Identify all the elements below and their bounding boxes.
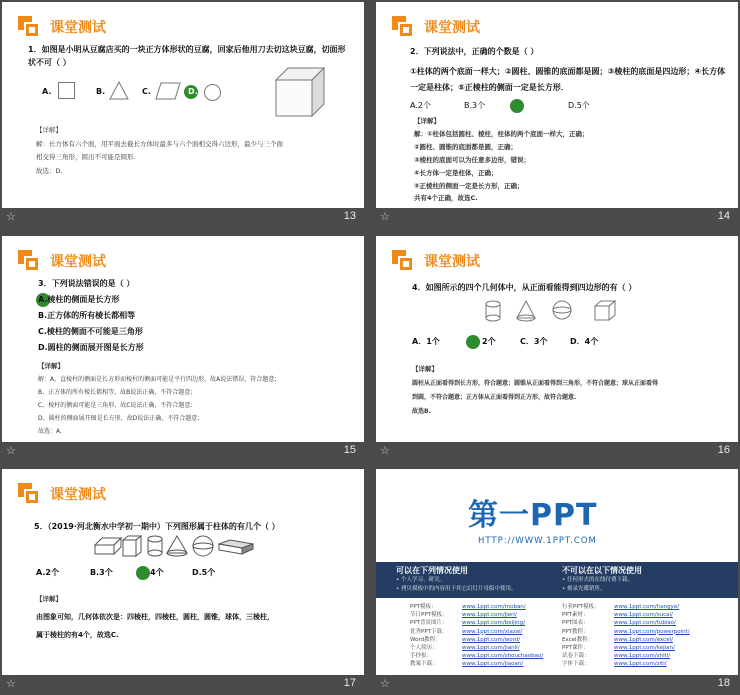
link-row <box>562 603 679 611</box>
statements-text: ①柱体的两个底面一样大；②圆柱、圆锥的底面都是圆；③棱柱的底面是四边形；④长方体 <box>410 67 726 76</box>
link-url[interactable]: www.1ppt.com/ziti/ <box>614 661 667 668</box>
allowed-item: • 拷贝模板中的内容用于其它幻灯片母版中使用。 <box>396 586 517 592</box>
triangular-prism-icon <box>218 539 254 555</box>
option-b: B.3个 <box>90 568 113 577</box>
link-row <box>410 644 520 652</box>
link-url[interactable]: www.1ppt.com/excel/ <box>614 636 673 643</box>
link-row <box>410 603 526 611</box>
detail-line: B、正方体的所有棱长都相等，故B说法正确，不符合题意； <box>38 389 197 396</box>
detail-label: 【详解】 <box>38 362 64 370</box>
slide-footer <box>2 208 364 228</box>
slide-number: 15 <box>343 444 356 456</box>
parallelogram-icon <box>155 82 181 100</box>
sphere-icon <box>192 535 214 557</box>
detail-line: 相交得三角形，圆出不可能是圆形. <box>36 153 136 161</box>
slide-number: 14 <box>717 210 730 222</box>
star-icon[interactable]: ☆ <box>6 444 16 457</box>
detail-line: 故选B. <box>412 408 431 415</box>
logo-url: HTTP://WWW.1PPT.COM <box>478 536 597 546</box>
option-b: B.正方体的所有棱长都相等 <box>38 311 136 320</box>
slide-number: 16 <box>717 444 730 456</box>
link-label: 教案下载： <box>410 661 438 668</box>
slide-title: 课堂测试 <box>50 20 106 36</box>
link-label: 试卷下载： <box>562 653 590 660</box>
detail-line: ④长方体一定是柱体，正确； <box>414 169 498 177</box>
detail-label: 【详解】 <box>412 365 438 373</box>
answer-marker-icon <box>466 335 480 349</box>
link-row <box>562 644 675 652</box>
option-b: B. <box>96 87 106 96</box>
detail-line: ③棱柱的底面可以为任意多边形，错误； <box>414 156 531 164</box>
sphere-icon <box>552 300 572 320</box>
header-logo-icon <box>18 16 42 40</box>
option-d: D. <box>188 87 198 96</box>
header-logo-icon <box>392 250 416 274</box>
link-label: 行业PPT模板： <box>562 604 600 610</box>
detail-line: C、棱柱的侧面可能是三角形，故C说法正确，不符合题意； <box>38 402 197 409</box>
option-b: 2个 <box>482 337 496 346</box>
answer-marker-icon <box>510 99 524 113</box>
link-row <box>410 611 517 619</box>
question-text: 1．如图是小明从豆腐店买的一块正方体形状的豆腐，回家后他用刀去切这块豆腐，切面形 <box>28 45 346 54</box>
detail-line: 由图象可知，几何体依次是：四棱柱，四棱柱，圆柱，圆锥，球体，三棱柱， <box>36 613 274 621</box>
link-label: PPT背景图片： <box>410 620 448 627</box>
disallowed-title: 不可以在以下情况使用 <box>562 566 642 575</box>
prism-icon <box>94 537 122 555</box>
slide-number: 18 <box>717 677 730 689</box>
option-a: A.棱柱的侧面是长方形 <box>38 295 120 304</box>
link-row <box>410 636 520 644</box>
detail-line: 解：长方体有六个面，用平面去截长方体时最多与六个面相交得六边形，最少与三个面 <box>36 140 283 148</box>
option-d: D．4个 <box>570 337 599 346</box>
slide-footer <box>376 442 738 462</box>
detail-line: 属于棱柱的有4个，故选C. <box>36 631 119 639</box>
star-icon[interactable]: ☆ <box>6 677 16 690</box>
option-d: D.圆柱的侧面展开图是长方形 <box>38 343 144 352</box>
detail-label: 【详解】 <box>36 126 62 134</box>
link-row <box>562 660 667 668</box>
cylinder-icon <box>146 535 164 557</box>
slide-number: 13 <box>343 210 356 222</box>
question-text: 3．下列说法错误的是（ ） <box>38 279 135 288</box>
slide-14[interactable] <box>376 2 738 228</box>
link-label: PPT模板： <box>410 604 437 610</box>
link-label: Excel教程： <box>562 636 594 643</box>
detail-line: 解：A、直棱柱的侧面是长方形而棱柱的侧面可能是平行四边形，故A说法错误，符合题意； <box>38 376 281 383</box>
link-label: PPT课件： <box>562 645 589 651</box>
detail-line: 解：①柱体包括圆柱、棱柱，柱体的两个底面一样大，正确； <box>414 130 589 138</box>
disallowed-item: • 刻录光碟销售。 <box>562 586 606 592</box>
square-icon <box>58 82 75 99</box>
option-a: A.2个 <box>410 101 431 110</box>
link-label: 节日PPT模板： <box>410 612 448 619</box>
slide-13[interactable] <box>2 2 364 228</box>
star-icon[interactable]: ☆ <box>380 677 390 690</box>
statements-text-cont: 一定是柱体；⑤正棱柱的侧面一定是长方形． <box>410 83 569 92</box>
link-url[interactable]: www.1ppt.com/moban/ <box>462 604 526 610</box>
detail-line: ⑤正棱柱的侧面一定是长方形，正确； <box>414 182 524 190</box>
link-row <box>410 619 525 627</box>
link-label: PPT素材： <box>562 612 589 619</box>
option-c: C. <box>142 87 151 96</box>
link-url[interactable]: www.1ppt.com/tubiao/ <box>614 620 676 627</box>
link-row <box>410 628 523 636</box>
slide-title: 课堂测试 <box>50 254 106 270</box>
cone-icon <box>516 300 536 322</box>
option-a: A.2个 <box>36 568 59 577</box>
question-text: 5．（2019·河北衡水中学初一期中）下列图形属于柱体的有几个（ ） <box>34 522 280 531</box>
slide-16[interactable] <box>376 236 738 462</box>
link-label: 手抄报： <box>410 653 433 660</box>
link-row <box>410 660 523 668</box>
star-icon[interactable]: ☆ <box>6 210 16 223</box>
link-label: 优秀PPT下载： <box>410 628 448 635</box>
link-url[interactable]: www.1ppt.com/word/ <box>462 636 521 643</box>
detail-line: 故选：D. <box>36 167 63 175</box>
detail-line: 共有4个正确，故选C. <box>414 194 478 202</box>
triangle-icon <box>109 81 129 100</box>
allowed-item: • 个人学习、研究。 <box>396 577 446 583</box>
link-label: 字体下载： <box>562 661 590 668</box>
detail-line: D、圆柱的侧面展开图是长方形，故D说法正确，不符合题意； <box>38 415 204 422</box>
detail-line: 圆柱从正面看得到长方形，符合题意；圆锥从正面看得到三角形，不符合题意；球从正面看得 <box>412 380 659 387</box>
header-logo-icon <box>18 250 42 274</box>
link-label: 个人简历： <box>410 645 438 651</box>
slide-number: 17 <box>343 677 356 689</box>
question-text: 4．如图所示的四个几何体中，从正面看能得到四边形的有（ ） <box>412 283 637 292</box>
link-row <box>562 619 676 627</box>
answer-marker-icon <box>136 566 150 580</box>
detail-line: 故选：A. <box>38 428 62 435</box>
header-logo-icon <box>18 483 42 507</box>
link-label: Word教程： <box>410 636 441 643</box>
slide-footer <box>376 208 738 228</box>
allowed-title: 可以在下列情况使用 <box>396 566 468 575</box>
slide-title: 课堂测试 <box>50 487 106 503</box>
cuboid-icon <box>122 535 142 557</box>
slide-footer <box>2 442 364 462</box>
detail-line: 到圆，不符合题意；正方体从正面看得到正方形，故符合题意. <box>412 394 577 401</box>
link-url[interactable]: www.1ppt.com/jianli/ <box>462 645 520 651</box>
option-d: D.5个 <box>192 568 216 577</box>
link-url[interactable]: www.1ppt.com/shiti/ <box>614 653 671 660</box>
slide-18[interactable] <box>376 469 738 695</box>
slide-footer <box>376 675 738 695</box>
option-c: C.棱柱的侧面不可能是三角形 <box>38 327 143 336</box>
link-row <box>410 652 543 660</box>
cone-icon <box>166 535 188 557</box>
option-a: A. <box>42 87 52 96</box>
question-text-cont: 状不可（ ） <box>28 58 71 67</box>
link-label: PPT图表： <box>562 620 589 627</box>
slide-17[interactable] <box>2 469 364 695</box>
slide-title: 课堂测试 <box>424 20 480 36</box>
link-url[interactable]: www.1ppt.com/sucai/ <box>614 612 673 619</box>
disallowed-item: • 任何形式的在线付费下载。 <box>562 577 634 583</box>
link-url[interactable]: www.1ppt.com/xiazai/ <box>462 628 523 635</box>
link-url[interactable]: www.1ppt.com/shouchaobao/ <box>462 653 544 660</box>
link-url[interactable]: www.1ppt.com/jiaoan/ <box>462 661 524 668</box>
link-url[interactable]: www.1ppt.com/hangye/ <box>614 604 680 610</box>
slide-title: 课堂测试 <box>424 254 480 270</box>
cube-icon <box>594 300 616 322</box>
link-row <box>562 628 690 636</box>
circle-icon <box>204 84 221 101</box>
cube-image <box>274 66 326 118</box>
detail-label: 【详解】 <box>36 595 62 603</box>
option-a: A．1个 <box>412 337 440 346</box>
cylinder-icon <box>484 300 502 322</box>
link-url[interactable]: www.1ppt.com/powerpoint/ <box>614 628 690 635</box>
slide-footer <box>2 675 364 695</box>
option-d: D.5个 <box>568 101 590 110</box>
link-row <box>562 611 673 619</box>
detail-label: 【详解】 <box>414 117 440 125</box>
link-url[interactable]: www.1ppt.com/beijing/ <box>462 620 526 627</box>
link-label: PPT教程： <box>562 628 589 635</box>
option-c: C．3个 <box>520 337 548 346</box>
link-url[interactable]: www.1ppt.com/kejian/ <box>614 645 675 651</box>
slide-15[interactable] <box>2 236 364 462</box>
header-logo-icon <box>392 16 416 40</box>
option-c: 4个 <box>150 568 164 577</box>
link-url[interactable]: www.1ppt.com/jieri/ <box>462 612 517 619</box>
star-icon[interactable]: ☆ <box>380 444 390 457</box>
star-icon[interactable]: ☆ <box>380 210 390 223</box>
option-b: B.3个 <box>464 101 486 110</box>
detail-line: ②圆柱、圆锥的底面都是圆，正确； <box>414 143 518 151</box>
link-row <box>562 652 670 660</box>
question-text: 2．下列说法中，正确的个数是（ ） <box>410 47 539 56</box>
link-row <box>562 636 673 644</box>
ppt-logo: 第一PPT <box>468 498 598 533</box>
